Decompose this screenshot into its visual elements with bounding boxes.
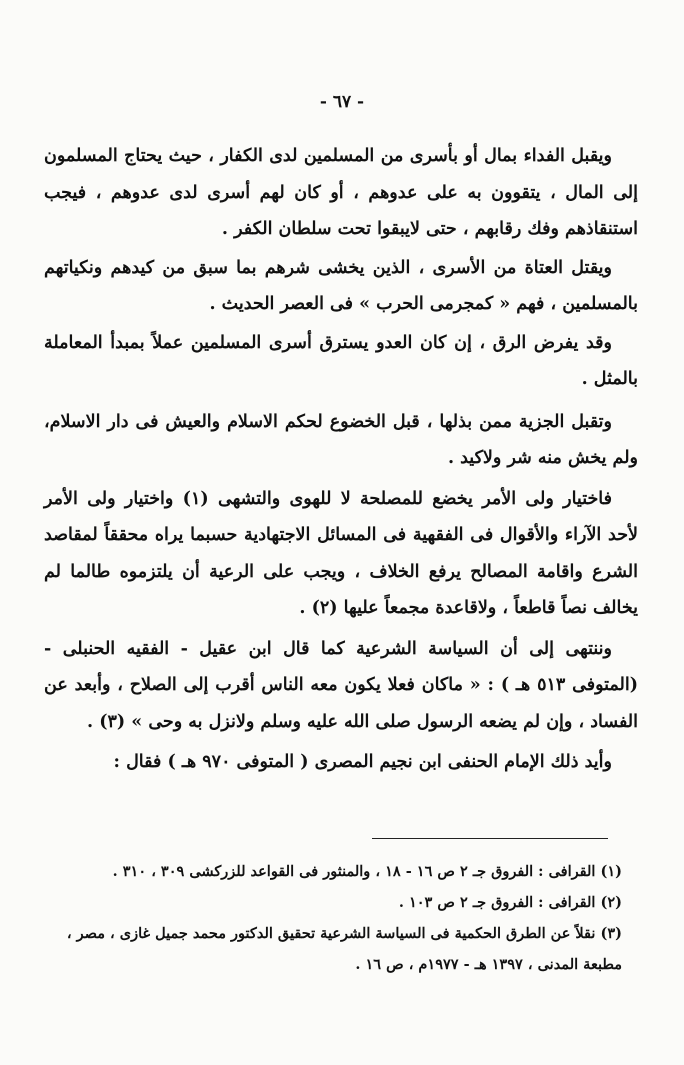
footnotes bbox=[62, 856, 622, 980]
footnote-1: (١) القرافى : الفروق جـ ٢ ص ١٦ - ١٨ ، والمنثور فى القواعد للزركشى ٣٠٩ ، ٣١٠ . bbox=[112, 863, 622, 880]
footnote-3: (٣) نقلاً عن الطرق الحكمية فى السياسة الشرعية تحقيق الدكتور محمد جميل غازى ، مصر ، مطبعة المدنى ، ١٣٩٧ هـ - ١٩٧٧م ، ص ١٦ . bbox=[66, 925, 622, 973]
paragraph-jizya: وتقبل الجزية ممن بذلها ، قبل الخضوع لحكم الاسلام والعيش فى دار الاسلام، ولم يخش منه شر ولاكيد . bbox=[44, 411, 638, 468]
paragraph-ruler-choice: فاختيار ولى الأمر يخضع للمصلحة لا للهوى والتشهى (١) واختيار ولى الأمر لأحد الآراء والأقوال فى الفقهية فى المسائل الاجتهادية حسبما يراه محققاً لمقاصد الشرع واقامة المصالح يرفع الخلاف ، ويجب على الرعية أن يلتزموه طالما لم يخالف نصاً قاطعاً ، ولاقاعدة مجمعاً عليها (٢) . bbox=[44, 488, 638, 618]
paragraph-ibn-nujaym: وأيد ذلك الإمام الحنفى ابن نجيم المصرى ( المتوفى ٩٧٠ هـ ) فقال : bbox=[113, 752, 612, 772]
footnote-2: (٢) القرافى : الفروق جـ ٢ ص ١٠٣ . bbox=[398, 894, 622, 911]
body-text bbox=[44, 138, 638, 781]
page-number: - ٦٧ - bbox=[319, 92, 365, 112]
footnote-divider bbox=[372, 838, 608, 839]
paragraph-ransom: ويقبل الفداء بمال أو بأسرى من المسلمين لدى الكفار ، حيث يحتاج المسلمون إلى المال ، يتقوون به على عدوهم ، أو كان لهم أسرى لدى عدوهم ، فيجب استنقاذهم وفك رقابهم ، حتى لايبقوا تحت سلطان الكفر . bbox=[44, 146, 638, 239]
paragraph-siyasa: وننتهى إلى أن السياسة الشرعية كما قال ابن عقيل - الفقيه الحنبلى - (المتوفى ٥١٣ هـ ) : « ماكان فعلا يكون معه الناس أقرب إلى الصلاح ، وأبعد عن الفساد ، وإن لم يضعه الرسول صلى الله عليه وسلم ولانزل به وحى » (٣) . bbox=[44, 638, 638, 732]
paragraph-execution: ويقتل العتاة من الأسرى ، الذين يخشى شرهم بما سبق من كيدهم ونكياتهم بالمسلمين ، فهم « كمجرمى الحرب » فى العصر الحديث . bbox=[44, 257, 638, 314]
paragraph-slavery: وقد يفرض الرق ، إن كان العدو يسترق أسرى المسلمين عملاً بمبدأ المعاملة بالمثل . bbox=[44, 332, 638, 389]
